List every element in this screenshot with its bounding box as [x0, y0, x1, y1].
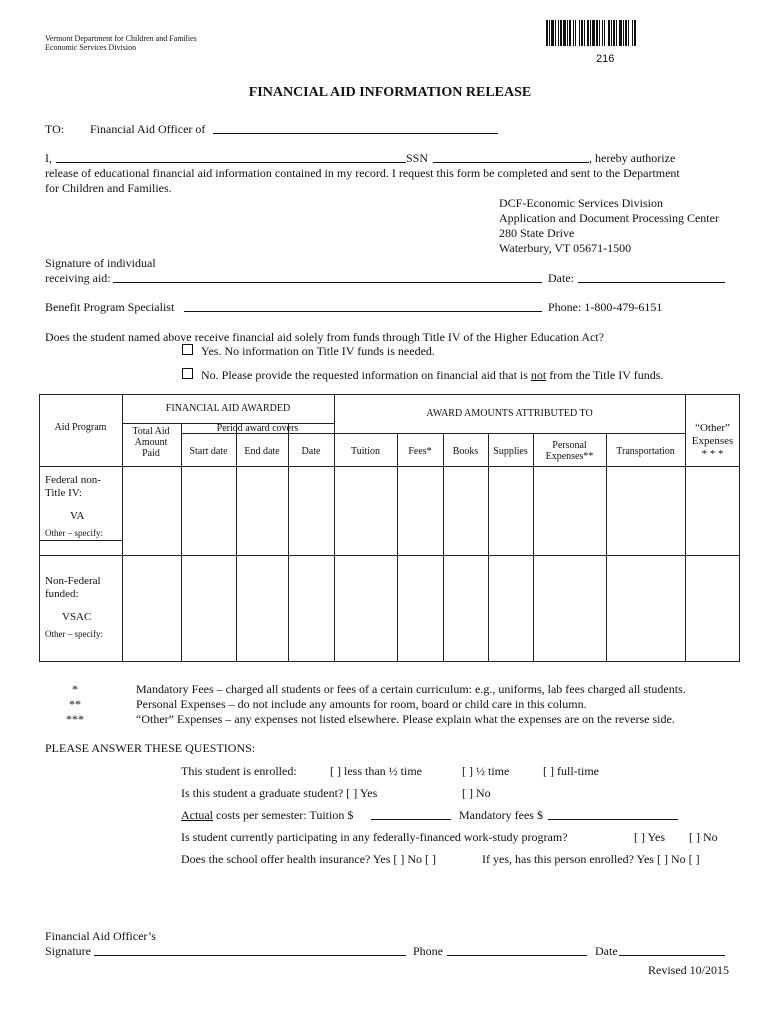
work-study-no-option[interactable]: [ ] No [689, 830, 718, 844]
row-vsac-label: VSAC [62, 611, 92, 623]
graduate-question[interactable]: Is this student a graduate student? [ ] Yes [181, 786, 378, 800]
authorize-line-3: for Children and Families. [45, 181, 172, 195]
fao-phone-field[interactable] [447, 943, 587, 956]
row-other-specify-1: Other – specify: [45, 528, 103, 538]
note-mark-2: ** [69, 697, 81, 711]
name-field[interactable] [56, 150, 406, 163]
work-study-question: Is student currently participating in any federally-financed work-study program? [181, 830, 568, 844]
costs-label: Actual costs per semester: Tuition $ [181, 808, 354, 822]
address-line-1: DCF-Economic Services Division [499, 196, 663, 210]
individual-signature-field[interactable] [113, 270, 542, 283]
yes-checkbox[interactable] [182, 344, 193, 355]
no-checkbox[interactable] [182, 368, 193, 379]
note-mark-1: * [72, 682, 78, 696]
to-label: TO: [45, 122, 65, 136]
authorize-line-2: release of educational financial aid information contained in my record. I request this form be completed and sent to the Department [45, 166, 680, 180]
bps-field[interactable] [184, 299, 542, 312]
signature-label-2: receiving aid: [45, 271, 111, 285]
supplies-header: Supplies [493, 446, 528, 457]
enrolled-question: This student is enrolled: [181, 764, 297, 778]
health-insurance-question[interactable]: Does the school offer health insurance? Yes [ ] No [ ] [181, 852, 437, 866]
note-text-3: “Other” Expenses – any expenses not listed elsewhere. Please explain what the expenses are on the reverse side. [136, 712, 675, 726]
note-text-2: Personal Expenses – do not include any amounts for room, board or child care in this column. [136, 697, 587, 711]
health-enrolled-question[interactable]: If yes, has this person enrolled? Yes [ ] No [ ] [482, 852, 700, 866]
end-date-header: End date [244, 446, 280, 457]
bps-label: Benefit Program Specialist [45, 300, 175, 314]
title-iv-question: Does the student named above receive financial aid solely from funds through Title IV of the Higher Education Act? [45, 330, 604, 344]
no-option-label: No. Please provide the requested information on financial aid that is not from the Title IV funds. [201, 368, 664, 382]
date-label: Date: [548, 271, 574, 285]
books-header: Books [452, 446, 479, 457]
address-line-3: 280 State Drive [499, 226, 575, 240]
less-than-half-time-option[interactable]: [ ] less than ½ time [330, 764, 422, 778]
address-line-2: Application and Document Processing Center [499, 211, 719, 225]
ssn-label: SSN [406, 151, 429, 165]
revised-date: Revised 10/2015 [648, 963, 729, 977]
form-number: 216 [596, 53, 615, 65]
other-expenses-header: “Other” Expenses * * * [691, 422, 734, 460]
date-header: Date [301, 446, 321, 457]
row-other-specify-2: Other – specify: [45, 629, 103, 639]
phone-label: Phone: 1-800-479-6151 [548, 300, 663, 314]
questions-title: PLEASE ANSWER THESE QUESTIONS: [45, 741, 256, 755]
barcode-image [546, 20, 668, 46]
page-title: FINANCIAL AID INFORMATION RELEASE [248, 85, 532, 100]
row-va-label: VA [70, 510, 85, 522]
to-text: Financial Aid Officer of [90, 122, 206, 136]
graduate-no-option[interactable]: [ ] No [462, 786, 491, 800]
division-name: Economic Services Division [45, 43, 137, 52]
full-time-option[interactable]: [ ] full-time [543, 764, 599, 778]
ssn-field[interactable] [433, 150, 589, 163]
aid-program-header: Aid Program [54, 422, 107, 433]
financial-aid-awarded-header: FINANCIAL AID AWARDED [165, 403, 291, 414]
tuition-field[interactable] [371, 807, 451, 820]
tuition-header: Tuition [350, 446, 381, 457]
signature-label-1: Signature of individual [45, 256, 156, 270]
address-line-4: Waterbury, VT 05671-1500 [499, 241, 632, 255]
transportation-header: Transportation [616, 446, 675, 457]
fees-header: Fees* [408, 446, 432, 457]
note-text-1: Mandatory Fees – charged all students or fees of a certain curriculum: e.g., uniforms, lab fees charged all students. [136, 682, 686, 696]
yes-option-label: Yes. No information on Title IV funds is needed. [201, 344, 435, 358]
work-study-yes-option[interactable]: [ ] Yes [634, 830, 666, 844]
fao-date-label: Date [595, 944, 618, 958]
mandatory-fees-field[interactable] [548, 807, 678, 820]
signature-date-field[interactable] [578, 270, 725, 283]
institution-field[interactable] [213, 121, 498, 134]
dept-name: Vermont Department for Children and Families [45, 34, 197, 43]
mandatory-fees-label: Mandatory fees $ [459, 808, 543, 822]
total-aid-header: Total Aid Amount Paid [132, 426, 170, 459]
personal-expenses-header: Personal Expenses** [545, 440, 594, 462]
row-federal-label: Federal non- Title IV: [45, 474, 101, 499]
note-mark-3: *** [66, 712, 84, 726]
award-amounts-header: AWARD AMOUNTS ATTRIBUTED TO [426, 408, 593, 419]
fao-phone-label: Phone [413, 944, 443, 958]
i-label: I, [45, 151, 52, 165]
start-date-header: Start date [189, 446, 228, 457]
fao-signature-field[interactable] [94, 943, 406, 956]
authorize-text: , hereby authorize [589, 151, 676, 165]
fao-date-field[interactable] [619, 943, 725, 956]
period-header: Period award covers [216, 423, 299, 434]
fao-label-2: Signature [45, 944, 91, 958]
row-nonfederal-label: Non-Federal funded: [45, 575, 101, 600]
half-time-option[interactable]: [ ] ½ time [462, 764, 510, 778]
fao-label-1: Financial Aid Officer’s [45, 929, 156, 943]
